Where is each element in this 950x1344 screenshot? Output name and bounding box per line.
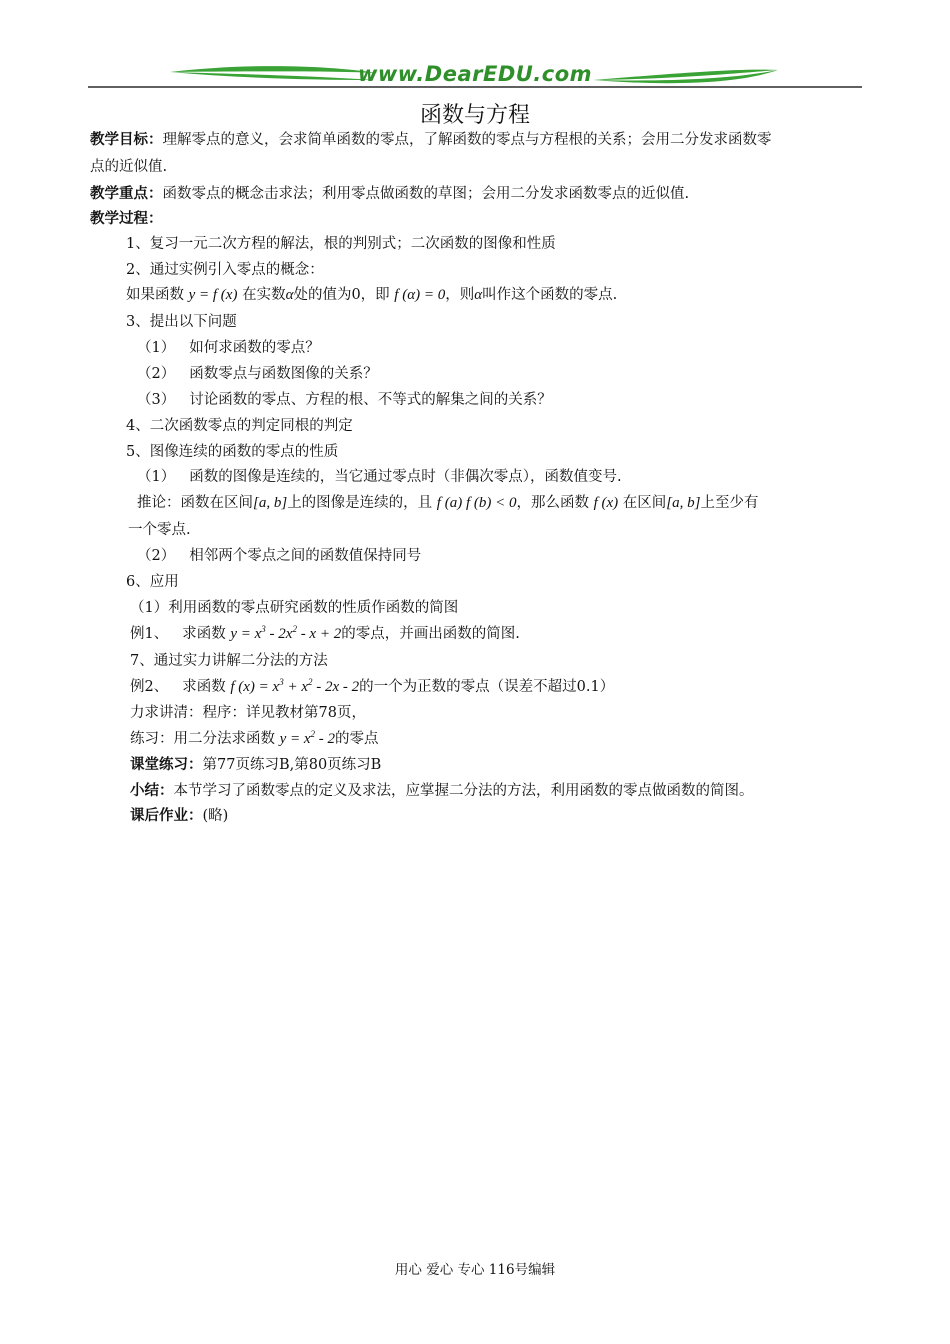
property-1 xyxy=(137,467,622,487)
homework-label: 课后作业： xyxy=(130,808,203,824)
example-2-text-a: 求函数 xyxy=(182,679,226,695)
goal-label: 教学目标： xyxy=(90,132,163,148)
process-label: 教学过程： xyxy=(90,211,163,227)
def-text-b: 在实数 xyxy=(242,287,286,303)
def-formula-fx: y = f (x) xyxy=(188,287,238,303)
example-1-text-b: 的零点，并画出函数的简图. xyxy=(341,626,520,642)
step-2: 2、通过实例引入零点的概念： xyxy=(126,262,324,278)
question-2 xyxy=(137,364,378,384)
def-alpha-2: α xyxy=(474,287,483,303)
header-banner xyxy=(88,60,862,92)
step-1: 1、复习一元二次方程的解法，根的判别式；二次函数的图像和性质 xyxy=(126,236,556,252)
step-7: 7、通过实力讲解二分法的方法 xyxy=(130,653,328,669)
example-2-text-b: 的一个为正数的零点（误差不超过0.1） xyxy=(359,679,615,695)
inference-text-b: 上的图像是连续的，且 xyxy=(287,495,433,511)
def-formula-falpha: f (α) = 0 xyxy=(394,287,446,303)
property-2-text: 相邻两个零点之间的函数值保持同号 xyxy=(189,548,422,564)
banner-logo-text: www.DearEDU.com xyxy=(357,62,593,86)
example-2 xyxy=(130,677,614,697)
inference-line-2: 一个零点. xyxy=(128,522,191,538)
practice xyxy=(130,729,379,749)
inference-text-e: 上至少有 xyxy=(700,495,759,511)
property-2 xyxy=(137,546,421,566)
question-1 xyxy=(137,338,320,358)
step-3: 3、提出以下问题 xyxy=(126,314,237,330)
page-footer: 用心 爱心 专心 116号编辑 xyxy=(394,1262,556,1278)
example-2-equation: f $(x) = x^3 + x^2 - 2x - 2$ xyxy=(230,677,360,695)
example-1-text-a: 求函数 xyxy=(182,626,226,642)
key-points-paragraph xyxy=(90,184,689,204)
homework xyxy=(130,806,228,826)
key-text: 函数零点的概念击求法；利用零点做函数的草图；会用二分发求函数零点的近似值. xyxy=(162,186,690,202)
goal-paragraph xyxy=(90,130,862,150)
property-1-text: 函数的图像是连续的，当它通过零点时（非偶次零点），函数值变号. xyxy=(189,469,622,485)
inference-fx: f (x) xyxy=(593,495,619,511)
summary-label: 小结： xyxy=(130,783,174,799)
inference-text-d: 在区间 xyxy=(622,495,667,511)
inference-interval: [a, b] xyxy=(253,495,288,511)
inference-text-a: 推论：函数在区间 xyxy=(137,495,253,511)
class-practice-text: 第77页练习B,第80页练习B xyxy=(202,757,382,773)
question-3-number: （3） xyxy=(137,392,176,408)
document-title: 函数与方程 xyxy=(419,103,530,128)
example-1-equation: $y = x^3 - 2x^2 - x + 2$ xyxy=(230,624,342,642)
property-1-number: （1） xyxy=(137,469,176,485)
question-2-text: 函数零点与函数图像的关系？ xyxy=(189,366,378,382)
def-text-a: 如果函数 xyxy=(126,287,184,303)
explanation: 力求讲清：程序：详见教材第78页， xyxy=(130,705,366,721)
example-2-label: 例2、 xyxy=(130,679,169,695)
class-practice xyxy=(130,755,381,775)
inference-interval-2: [a, b] xyxy=(666,495,701,511)
def-text-d: ，则 xyxy=(445,287,475,303)
def-text-c: 处的值为0，即 xyxy=(293,287,390,303)
question-3 xyxy=(137,390,552,410)
inference-text-c: ，那么函数 xyxy=(516,495,589,511)
example-1-label: 例1、 xyxy=(130,626,169,642)
step-4: 4、二次函数零点的判定同根的判定 xyxy=(126,418,353,434)
def-text-e: 叫作这个函数的零点. xyxy=(482,287,618,303)
step-6: 6、应用 xyxy=(126,574,179,590)
application-1: （1）利用函数的零点研究函数的性质作函数的简图 xyxy=(130,600,459,616)
key-label: 教学重点： xyxy=(90,186,163,202)
inference-condition: f (a) f (b) < 0 xyxy=(436,495,517,511)
goal-text-2: 点的近似值. xyxy=(90,159,168,175)
question-2-number: （2） xyxy=(137,366,176,382)
zero-definition xyxy=(126,285,617,305)
practice-text-b: 的零点 xyxy=(335,731,379,747)
summary-text: 本节学习了函数零点的定义及求法，应掌握二分法的方法，利用函数的零点做函数的简图。 xyxy=(173,783,754,799)
practice-equation: $y = x^2 - 2$ xyxy=(279,729,336,747)
practice-text-a: 练习：用二分法求函数 xyxy=(130,731,275,747)
inference-line-1 xyxy=(137,493,758,513)
def-alpha: α xyxy=(285,287,294,303)
goal-text-1: 理解零点的意义，会求简单函数的零点，了解函数的零点与方程根的关系；会用二分发求函数零 xyxy=(162,132,772,148)
homework-text: (略) xyxy=(202,808,229,824)
example-1 xyxy=(130,624,520,644)
class-practice-label: 课堂练习： xyxy=(130,757,203,773)
step-5: 5、图像连续的函数的零点的性质 xyxy=(126,444,339,460)
question-3-text: 讨论函数的零点、方程的根、不等式的解集之间的关系？ xyxy=(189,392,552,408)
property-2-number: （2） xyxy=(137,548,176,564)
question-1-number: （1） xyxy=(137,340,176,356)
question-1-text: 如何求函数的零点？ xyxy=(189,340,320,356)
summary xyxy=(130,781,754,801)
